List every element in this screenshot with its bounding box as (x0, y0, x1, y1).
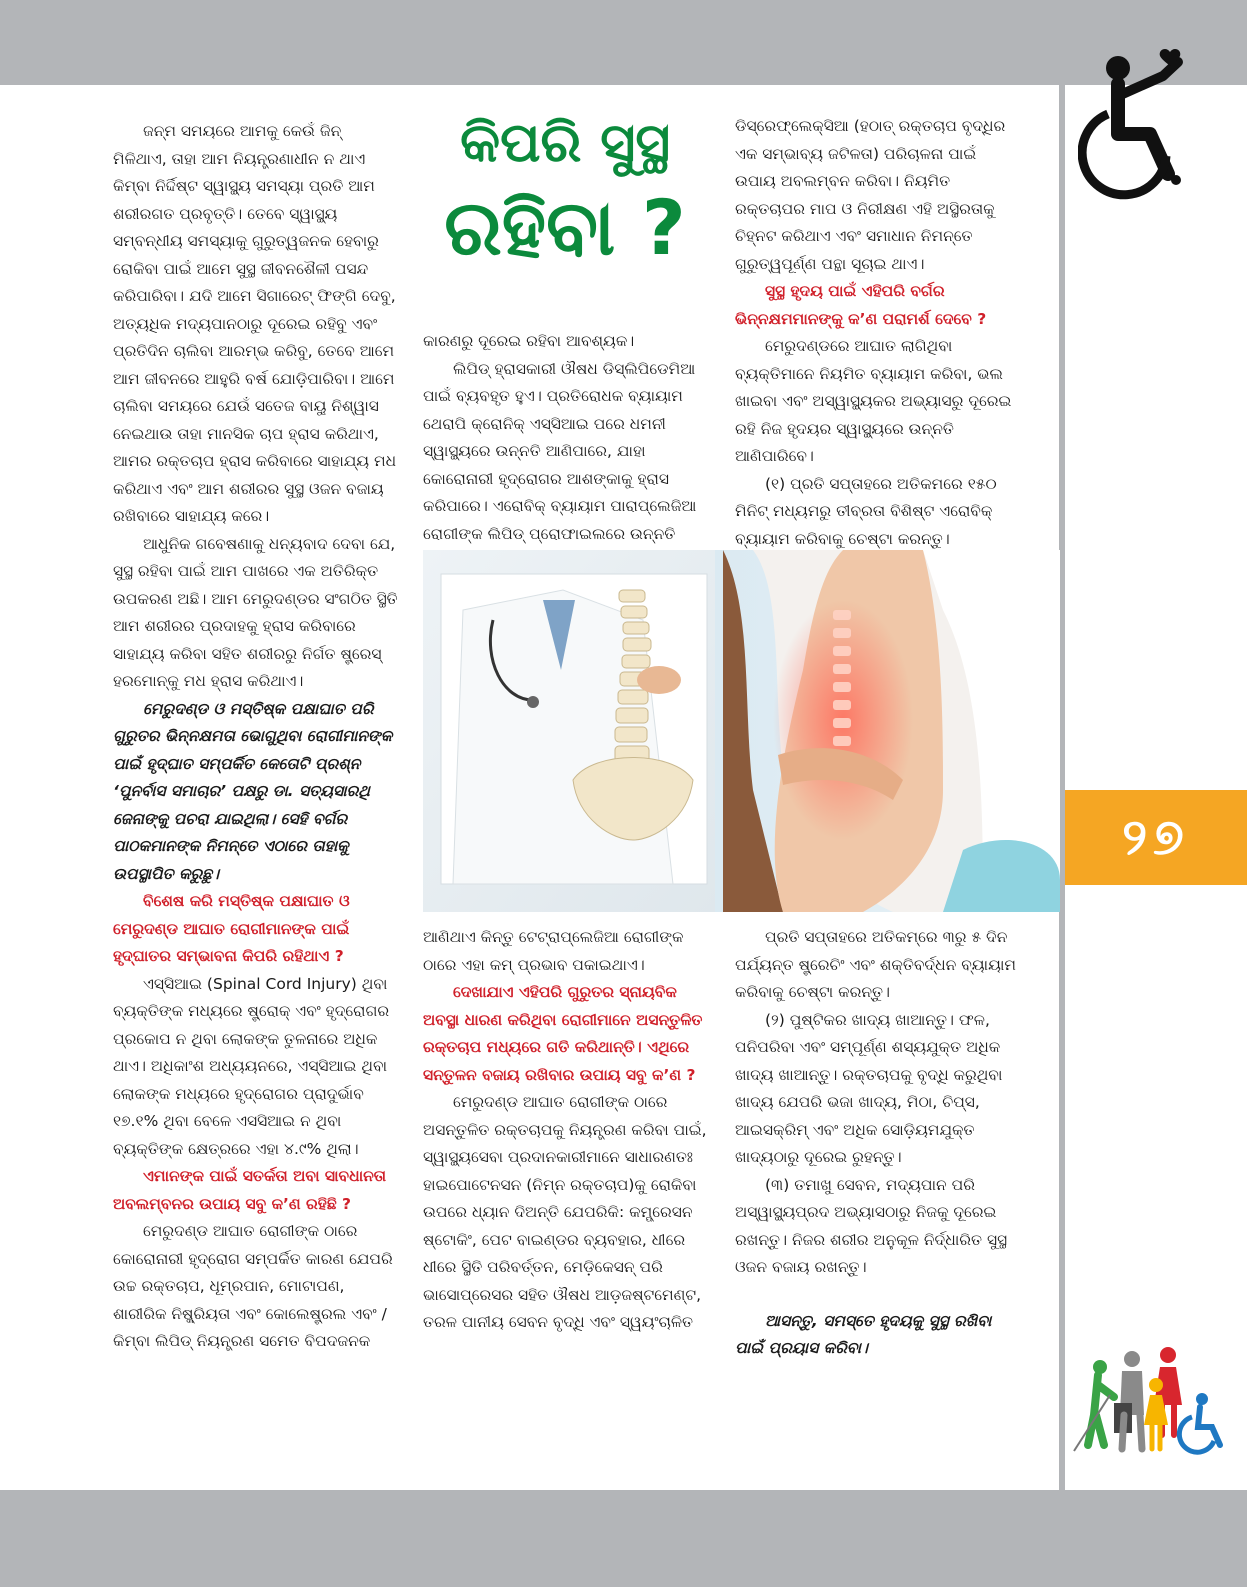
answer-paragraph: ମେରୁଦଣ୍ଡ ଆଘାତ ରୋଗୀଙ୍କ ଠାରେ ଅସନ୍ତୁଳିତ ରକ୍ତଚାପକୁ ନିୟନ୍ତ୍ରଣ କରିବା ପାଇଁ, ସ୍ୱାସ୍ଥ୍ୟସେବା ପ୍ରଦାନକାରୀମାନେ ସାଧାରଣତଃ ହାଇପୋଟେନସନ (ନିମ୍ନ ରକ୍ତଚାପ)କୁ ରୋକିବା ଉପରେ ଧ୍ୟାନ ଦିଅନ୍ତି ଯେପରିକି: କମ୍ପ୍ରେସନ ଷ୍ଟୋକିଂ, ପେଟ ବାଇଣ୍ଡର ବ୍ୟବହାର, ଧୀରେ ଧୀରେ ସ୍ଥିତି ପରିବର୍ତ୍ତନ, ମେଡ଼ିକେସନ୍ ପରି ଭାସୋପ୍ରେସର ସହିତ ଔଷଧ ଆଡ଼ଜଷ୍ଟମେଣ୍ଟ, ତରଳ ପାନୀୟ ସେବନ ବୃଦ୍ଧି ଏବଂ ସ୍ୱୟଂଚାଳିତ (423, 1093, 707, 1331)
answer-paragraph: ମେରୁଦଣ୍ଡ ଆଘାତ ରୋଗୀଙ୍କ ଠାରେ କୋରୋନାରୀ ହୃଦ୍‌ରୋଗ ସମ୍ପର୍କିତ କାରଣ ଯେପରି ଉଚ୍ଚ ରକ୍ତଚାପ, ଧୂମ୍ରପାନ, ମୋଟାପଣ, ଶାରୀରିକ ନିଷ୍କ୍ରିୟତା ଏବଂ କୋଲେଷ୍ଟ୍ରଲ ଏବଂ / କିମ୍ବା ଲିପିଡ୍ ନିୟନ୍ତ୍ରଣ ସମେତ ବିପଦଜନକ (113, 1222, 393, 1350)
question-heading: ଦେଖାଯାଏ ଏହିପରି ଗୁରୁତର ସ୍ନାୟବିକ ଅବସ୍ଥା ଧାରଣ କରିଥିବା ରୋଗୀମାନେ ଅସନ୍ତୁଳିତ ରକ୍ତଚାପ ମଧ୍ୟରେ ଗତି କରିଥାନ୍ତି। ଏଥିରେ ସନ୍ତୁଳନ ବଜାୟ ରଖିବାର ଉପାୟ ସବୁ କ’ଣ ? (423, 983, 703, 1084)
tip-paragraph: ପ୍ରତି ସପ୍ତାହରେ ଅତିକମ୍‌ରେ ୩ରୁ ୫ ଦିନ ପର୍ଯ୍ୟନ୍ତ ଷ୍ଟ୍ରେଚିଂ ଏବଂ ଶକ୍ତିବର୍ଦ୍ଧନ ବ୍ୟାୟାମ କରିବାକୁ ଚେଷ୍ଟା କରନ୍ତୁ। (735, 928, 1017, 1001)
wheelchair-person-heart-icon (1078, 46, 1218, 206)
answer-paragraph: ମେରୁଦଣ୍ଡରେ ଆଘାତ ଲାଗିଥିବା ବ୍ୟକ୍ତିମାନେ ନିୟମିତ ବ୍ୟାୟାମ କରିବା, ଭଲ ଖାଇବା ଏବଂ ଅସ୍ୱାସ୍ଥ୍ୟକର ଅଭ୍ୟାସରୁ ଦୂରେଇ ରହି ନିଜ ହୃଦୟର ସ୍ୱାସ୍ଥ୍ୟରେ ଉନ୍ନତି ଆଣିପାରିବେ। (735, 337, 1012, 465)
tip-paragraph: (୧) ପ୍ରତି ସପ୍ତାହରେ ଅତିକମରେ ୧୫୦ ମିନିଟ୍ ମଧ୍ୟମରୁ ତୀବ୍ରତା ବିଶିଷ୍ଟ ଏରୋବିକ୍ ବ୍ୟାୟାମ କରିବାକୁ ଚେଷ୍ଟା କରନ୍ତୁ। (735, 474, 997, 548)
paragraph: ଲିପିଡ୍ ହ୍ରାସକାରୀ ଔଷଧ ଡିସ୍ଲିପିଡେମିଆ ପାଇଁ ବ୍ୟବହୃତ ହୁଏ। ପ୍ରତିରୋଧକ ବ୍ୟାୟାମ ଥେରାପି କ୍ରୋନିକ୍ ଏସ୍‌ସିଆଇ ପରେ ଧମନୀ ସ୍ୱାସ୍ଥ୍ୟରେ ଉନ୍ନତି ଆଣିପାରେ, ଯାହା କୋରୋନାରୀ ହୃଦ୍‌ରୋଗର ଆଶଙ୍କାକୁ ହ୍ରାସ କରିପାରେ। ଏରୋବିକ୍ ବ୍ୟାୟାମ ପାରାପ୍ଲେଜିଆ ରୋଗୀଙ୍କ ଲିପିଡ୍ ପ୍ରୋଫାଇଲରେ ଉନ୍ନତି (423, 359, 697, 543)
headline (420, 108, 710, 278)
column-3-upper (735, 113, 1015, 553)
column-1 (113, 118, 398, 1356)
page-number-tab: ୨୭ (1065, 790, 1247, 885)
top-gray-band (0, 0, 1247, 85)
question-heading: ବିଶେଷ କରି ମସ୍ତିଷ୍କ ପକ୍ଷାଘାତ ଓ ମେରୁଦଣ୍ଡ ଆଘାତ ରୋଗୀମାନଙ୍କ ପାଇଁ ହୃଦ୍‌ଘାତର ସମ୍ଭାବନା କିପରି ରହିଥାଏ ? (113, 892, 350, 965)
column-2-upper (423, 328, 708, 548)
headline-line-2: ରହିବା ? (444, 183, 686, 272)
question-heading: ଏମାନଙ୍କ ପାଇଁ ସତର୍କତା ଅବା ସାବଧାନତା ଅବଲମ୍ବନର ଉପାୟ ସବୁ କ’ଣ ରହିଛି ? (113, 1167, 387, 1213)
paragraph: ଆଧୁନିକ ଗବେଷଣାକୁ ଧନ୍ୟବାଦ ଦେବା ଯେ, ସୁସ୍ଥ ରହିବା ପାଇଁ ଆମ ପାଖରେ ଏକ ଅତିରିକ୍ତ ଉପକରଣ ଅଛି। ଆମ ମେରୁଦଣ୍ଡର ସଂଗଠିତ ସ୍ଥିତି ଆମ ଶରୀରର ପ୍ରଦାହକୁ ହ୍ରାସ କରିବାରେ ସାହାଯ୍ୟ କରିବା ସହିତ ଶରୀରରୁ ନିର୍ଗତ ଷ୍ଟ୍ରେସ୍ ହରମୋନ୍‌କୁ ମଧ ହ୍ରାସ କରିଥାଏ। (113, 534, 398, 690)
tip-paragraph: (୨) ପୁଷ୍ଟିକର ଖାଦ୍ୟ ଖାଆନ୍ତୁ। ଫଳ, ପନିପରିବା ଏବଂ ସମ୍ପୂର୍ଣ୍ଣ ଶସ୍ୟଯୁକ୍ତ ଅଧିକ ଖାଦ୍ୟ ଖାଆନ୍ତୁ। ରକ୍ତଚାପକୁ ବୃଦ୍ଧି କରୁଥିବା ଖାଦ୍ୟ ଯେପରି ଭଜା ଖାଦ୍ୟ, ମିଠା, ଚିପ୍ସ, ଆଇସକ୍ରିମ୍ ଏବଂ ଅଧିକ ସୋଡ଼ିୟମଯୁକ୍ତ ଖାଦ୍ୟଠାରୁ ଦୂରେଇ ରୁହନ୍ତୁ। (735, 1010, 1003, 1166)
column-2-lower (423, 924, 708, 1337)
paragraph: ଡିସ୍ରେଫ୍ଲେକ୍ସିଆ (ହଠାତ୍ ରକ୍ତଚାପ ବୃଦ୍ଧିର ଏକ ସମ୍ଭାବ୍ୟ ଜଟିଳତା) ପରିଚାଳନା ପାଇଁ ଉପାୟ ଅବଲମ୍ବନ କରିବା। ନିୟମିତ ରକ୍ତଚାପର ମାପ ଓ ନିରୀକ୍ଷଣ ଏହି ଅସ୍ଥିରତାକୁ ଚିହ୍ନଟ କରିଥାଏ ଏବଂ ସମାଧାନ ନିମନ୍ତେ ଗୁରୁତ୍ୱପୂର୍ଣ୍ଣ ପନ୍ଥା ସୂଚାଇ ଥାଏ। (735, 117, 1006, 273)
interview-intro: ମେରୁଦଣ୍ଡ ଓ ମସ୍ତିଷ୍କ ପକ୍ଷାଘାତ ପରି ଗୁରୁତର ଭିନ୍ନକ୍ଷମତା ଭୋଗୁଥିବା ରୋଗୀମାନଙ୍କ ପାଇଁ ହୃଦ୍‌ଘାତ ସମ୍ପର୍କିତ କେତୋଟି ପ୍ରଶ୍ନ ‘ପୁନର୍ବାସ ସମାଚାର’ ପକ୍ଷରୁ ଡା. ସତ୍ୟସାରଥି ଜେନାଙ୍କୁ ପଚରା ଯାଇଥିଲା। ସେହି ବର୍ଗର ପାଠକମାନଙ୍କ ନିମନ୍ତେ ଏଠାରେ ତାହାକୁ ଉପସ୍ଥାପିତ କରୁଛୁ। (113, 699, 393, 883)
paragraph: ଆଣିଥାଏ କିନ୍ତୁ ଟେଟ୍ରାପ୍ଲେଜିଆ ରୋଗୀଙ୍କ ଠାରେ ଏହା କମ୍ ପ୍ରଭାବ ପକାଇଥାଏ। (423, 928, 684, 974)
closing-line: ଆସନ୍ତୁ, ସମସ୍ତେ ହୃଦୟକୁ ସୁସ୍ଥ ରଖିବା ପାଇଁ ପ୍ରୟାସ କରିବା। (735, 1311, 992, 1357)
question-heading: ସୁସ୍ଥ ହୃଦୟ ପାଇଁ ଏହିପରି ବର୍ଗର ଭିନ୍ନକ୍ଷମମାନଙ୍କୁ କ’ଣ ପରାମର୍ଶ ଦେବେ ? (735, 282, 987, 328)
column-3-lower (735, 924, 1020, 1363)
paragraph: କାରଣରୁ ଦୂରେଇ ରହିବା ଆବଶ୍ୟକ। (423, 332, 635, 350)
headline-line-1: କିପରି ସୁସ୍ଥ (460, 111, 670, 174)
tip-paragraph: (୩) ତମାଖୁ ସେବନ, ମଦ୍ୟପାନ ପରି ଅସ୍ୱାସ୍ଥ୍ୟପ୍ରଦ ଅଭ୍ୟାସଠାରୁ ନିଜକୁ ଦୂରେଇ ରଖନ୍ତୁ। ନିଜର ଶରୀର ଅନୁକୂଳ ନିର୍ଦ୍ଧାରିତ ସୁସ୍ଥ ଓଜନ ବଜାୟ ରଖନ୍ତୁ। (735, 1175, 1007, 1276)
answer-paragraph: ଏସ୍‌ସିଆଇ (Spinal Cord Injury) ଥିବା ବ୍ୟକ୍ତିଙ୍କ ମଧ୍ୟରେ ଷ୍ଟ୍ରୋକ୍ ଏବଂ ହୃଦ୍‌ରୋଗର ପ୍ରକୋପ ନ ଥିବା ଲୋକଙ୍କ ତୁଳନାରେ ଅଧିକ ଥାଏ। ଅଧିକାଂଶ ଅଧ୍ୟୟନରେ, ଏସ୍‌ସିଆଇ ଥିବା ଲୋକଙ୍କ ମଧ୍ୟରେ ହୃଦ୍‌ରୋଗର ପ୍ରାଦୁର୍ଭାବ ୧୭.୧% ଥିବା ବେଳେ ଏସସିଆଇ ନ ଥିବା ବ୍ୟକ୍ତିଙ୍କ କ୍ଷେତ୍ରରେ ଏହା ୪.୯% ଥିଲା। (113, 974, 390, 1158)
paragraph: ଜନ୍ମ ସମୟରେ ଆମକୁ କେଉଁ ଜିନ୍ ମିଳିଥାଏ, ତାହା ଆମ ନିୟନ୍ତ୍ରଣାଧୀନ ନ ଥାଏ କିମ୍ବା ନିର୍ଦ୍ଦିଷ୍ଟ ସ୍ୱାସ୍ଥ୍ୟ ସମସ୍ୟା ପ୍ରତି ଆମ ଶରୀରଗତ ପ୍ରବୃତ୍ତି। ତେବେ ସ୍ୱାସ୍ଥ୍ୟ ସମ୍ବନ୍ଧୀୟ ସମସ୍ୟାକୁ ଗୁରୁତ୍ୱଜନକ ହେବାରୁ ରୋକିବା ପାଇଁ ଆମେ ସୁସ୍ଥ ଜୀବନଶୈଳୀ ପସନ୍ଦ କରିପାରିବା। ଯଦି ଆମେ ସିଗାରେଟ୍ ଫିଙ୍ଗି ଦେବୁ, ଅତ୍ୟଧିକ ମଦ୍ୟପାନଠାରୁ ଦୂରେଇ ରହିବୁ ଏବଂ ପ୍ରତିଦିନ ଚାଲିବା ଆରମ୍ଭ କରିବୁ, ତେବେ ଆମେ ଆମ ଜୀବନରେ ଆହୁରି ବର୍ଷ ଯୋଡ଼ିପାରିବା। ଆମେ ଚାଲିବା ସମୟରେ ଯେଉଁ ସତେଜ ବାୟୁ ନିଶ୍ୱାସ ନେଇଥାଉ ତାହା ମାନସିକ ଚାପ ହ୍ରାସ କରିଥାଏ, ଆମର ରକ୍ତଚାପ ହ୍ରାସ କରିବାରେ ସାହାଯ୍ୟ ମଧ କରିଥାଏ ଏବଂ ଆମ ଶରୀରର ସୁସ୍ଥ ଓଜନ ବଜାୟ ରଖିବାରେ ସାହାଯ୍ୟ କରେ। (113, 122, 397, 525)
bottom-gray-band (0, 1490, 1247, 1587)
spine-health-photo (423, 550, 1060, 912)
disability-people-group-icon (1070, 1345, 1230, 1455)
